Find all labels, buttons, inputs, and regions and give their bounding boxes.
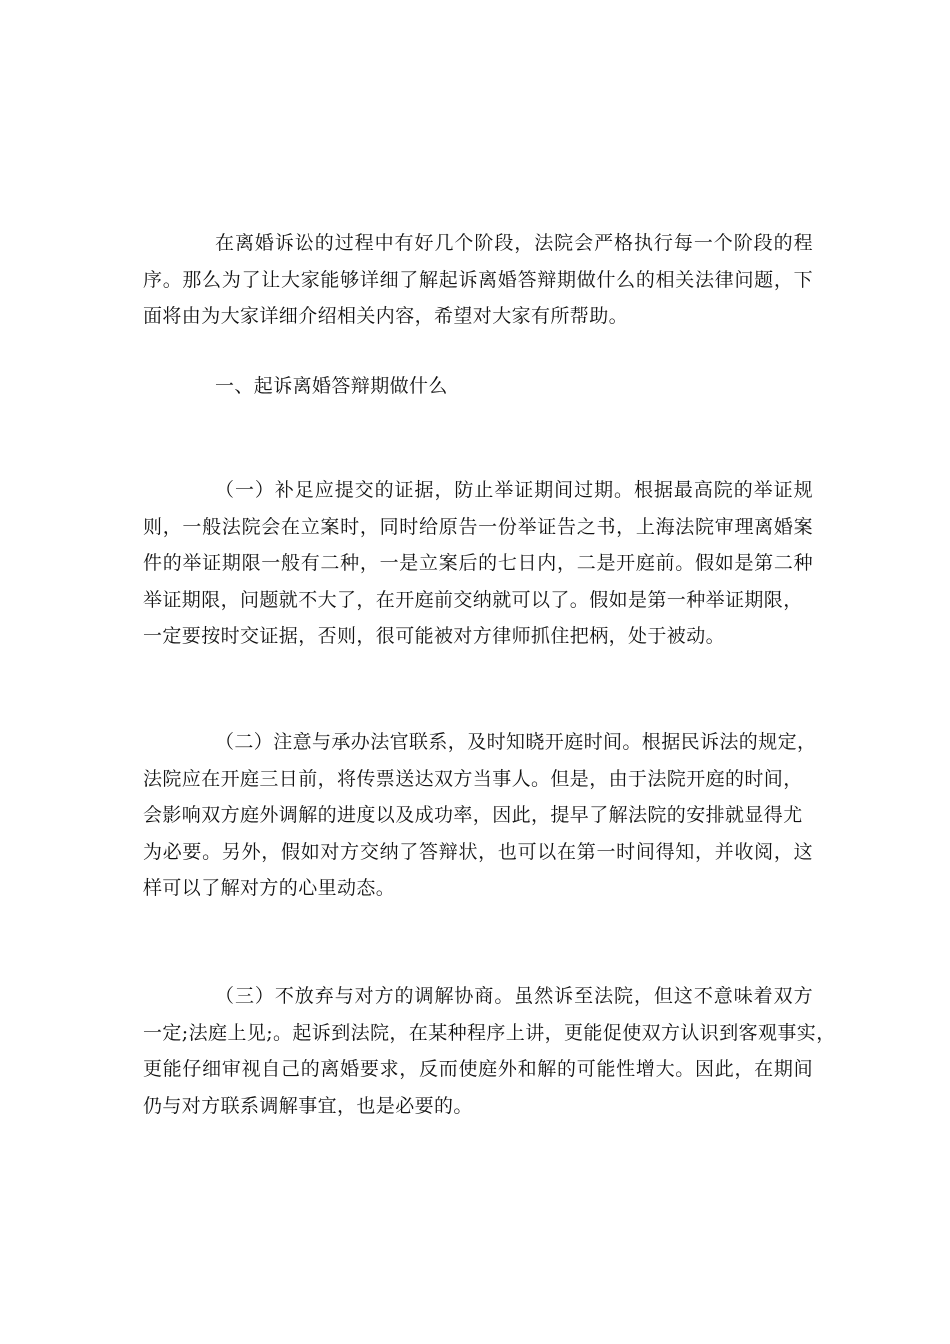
item-3-line: （三）不放弃与对方的调解协商。虽然诉至法院，但这不意味着双方: [215, 985, 813, 1007]
item-1-line: 则，一般法院会在立案时，同时给原告一份举证告之书，上海法院审理离婚案: [143, 515, 813, 538]
item-1-line: （一）补足应提交的证据，防止举证期间过期。根据最高院的举证规: [215, 479, 813, 501]
item-1-line: 举证期限，问题就不大了，在开庭前交纳就可以了。假如是第一种举证期限，: [143, 588, 803, 611]
intro-line: 面将由为大家详细介绍相关内容，希望对大家有所帮助。: [143, 305, 629, 327]
intro-paragraph: [143, 225, 813, 335]
item-paragraph-2: [143, 724, 817, 907]
item-paragraph-1: [143, 472, 813, 655]
intro-line: 在离婚诉讼的过程中有好几个阶段，法院会严格执行每一个阶段的程: [215, 232, 813, 254]
item-1-line: 件的举证期限一般有二种，一是立案后的七日内，二是开庭前。假如是第二种: [143, 552, 813, 574]
item-1-line: 一定要按时交证据，否则，很可能被对方律师抓住把柄，处于被动。: [143, 625, 726, 647]
item-3-line: 更能仔细审视自己的离婚要求，反而使庭外和解的可能性增大。因此，在期间: [143, 1058, 813, 1080]
item-3-line: 仍与对方联系调解事宜，也是必要的。: [143, 1094, 473, 1117]
item-paragraph-3: [143, 978, 836, 1124]
item-2-line: （二）注意与承办法官联系，及时知晓开庭时间。根据民诉法的规定，: [215, 731, 817, 753]
item-3-line: 一定;法庭上见;。起诉到法院，在某种程序上讲，更能促使双方认识到客观事实，: [143, 1021, 836, 1044]
intro-line: 序。那么为了让大家能够详细了解起诉离婚答辩期做什么的相关法律问题，下: [143, 268, 813, 291]
item-2-line: 为必要。另外，假如对方交纳了答辩状，也可以在第一时间得知，并收阅，这: [143, 840, 813, 863]
section-heading-text: 一、起诉离婚答辩期做什么: [215, 375, 448, 397]
section-heading: [143, 368, 813, 405]
item-2-line: 会影响双方庭外调解的进度以及成功率，因此，提早了解法院的安排就显得尤: [143, 804, 803, 826]
item-2-line: 样可以了解对方的心里动态。: [143, 877, 396, 899]
item-2-line: 法院应在开庭三日前，将传票送达双方当事人。但是，由于法院开庭的时间，: [143, 767, 803, 790]
